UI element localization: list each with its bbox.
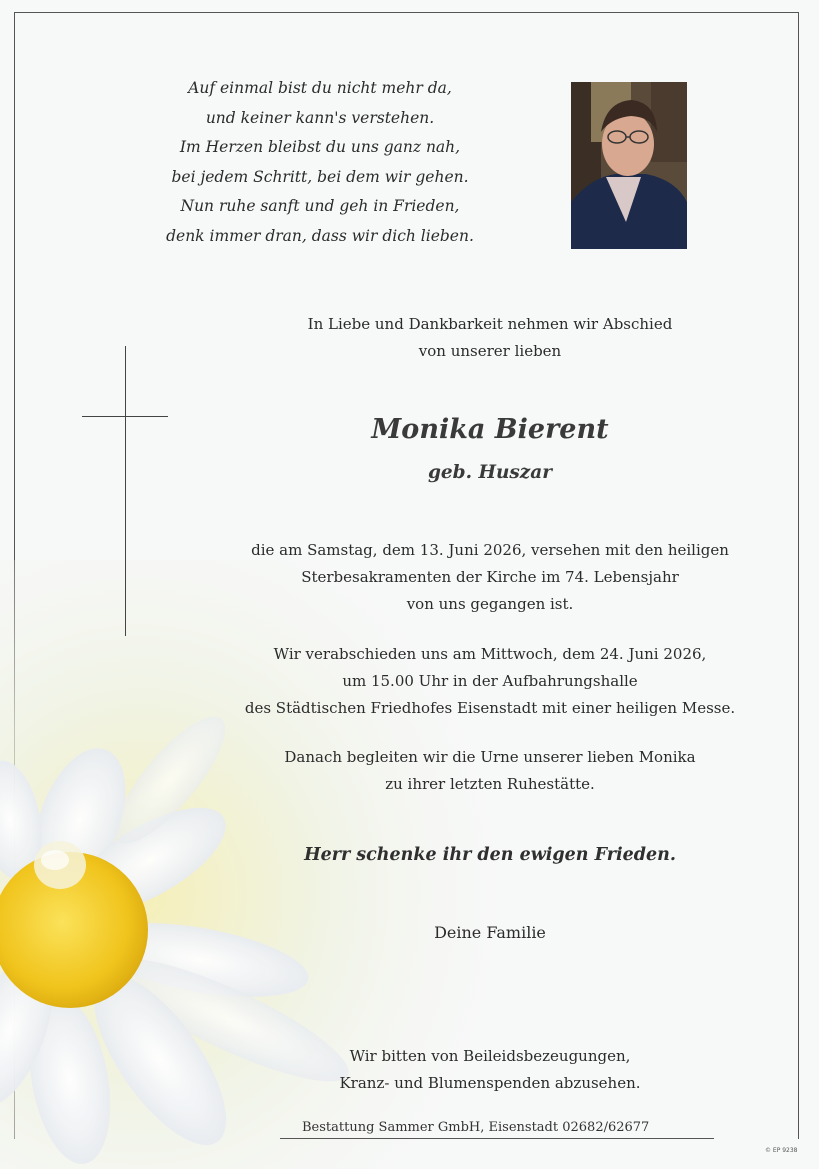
intro-line: In Liebe und Dankbarkeit nehmen wir Abschied xyxy=(307,315,673,333)
undertaker-info: Bestattung Sammer GmbH, Eisenstadt 02682/62677 xyxy=(302,1120,650,1135)
death-line: von uns gegangen ist. xyxy=(406,595,574,613)
poem-line: Im Herzen bleibst du uns ganz nah, xyxy=(179,138,461,156)
request-line: Wir bitten von Beileidsbezeugungen, xyxy=(349,1047,631,1065)
death-line: die am Samstag, dem 13. Juni 2026, versehen mit den heiligen xyxy=(251,541,729,559)
urn-notice xyxy=(160,744,819,798)
request-line: Kranz- und Blumenspenden abzusehen. xyxy=(339,1074,641,1092)
imprint: © EP 9238 xyxy=(765,1147,798,1154)
death-line: Sterbesakramenten der Kirche im 74. Lebensjahr xyxy=(301,568,679,586)
cross-icon-vertical xyxy=(125,346,126,636)
maiden-name: geb. Huszar xyxy=(427,462,553,483)
intro-text xyxy=(160,311,819,365)
poem-line: und keiner kann's verstehen. xyxy=(205,108,435,127)
poem-line: Nun ruhe sanft und geh in Frieden, xyxy=(180,197,460,215)
blessing: Herr schenke ihr den ewigen Frieden. xyxy=(304,845,676,865)
poem-line: denk immer dran, dass wir dich lieben. xyxy=(166,226,474,245)
poem-line: bei jedem Schritt, bei dem wir gehen. xyxy=(171,167,469,186)
funeral-line: um 15.00 Uhr in der Aufbahrungshalle xyxy=(342,672,638,690)
poem-line: Auf einmal bist du nicht mehr da, xyxy=(188,79,452,97)
cross-icon-horizontal xyxy=(82,416,168,417)
funeral-notice xyxy=(160,641,819,722)
deceased-name: Monika Bierent xyxy=(371,414,609,445)
funeral-line: des Städtischen Friedhofes Eisenstadt mit einer heiligen Messe. xyxy=(244,699,736,717)
portrait-photo xyxy=(571,82,687,249)
condolence-request xyxy=(160,1043,819,1097)
urn-line: zu ihrer letzten Ruhestätte. xyxy=(385,775,595,793)
undertaker-divider xyxy=(280,1138,714,1139)
signature: Deine Familie xyxy=(434,923,546,942)
funeral-line: Wir verabschieden uns am Mittwoch, dem 24. Juni 2026, xyxy=(273,645,707,663)
death-notice xyxy=(160,537,819,618)
intro-line: von unserer lieben xyxy=(418,342,562,360)
urn-line: Danach begleiten wir die Urne unserer lieben Monika xyxy=(284,748,696,766)
poem xyxy=(140,74,500,251)
